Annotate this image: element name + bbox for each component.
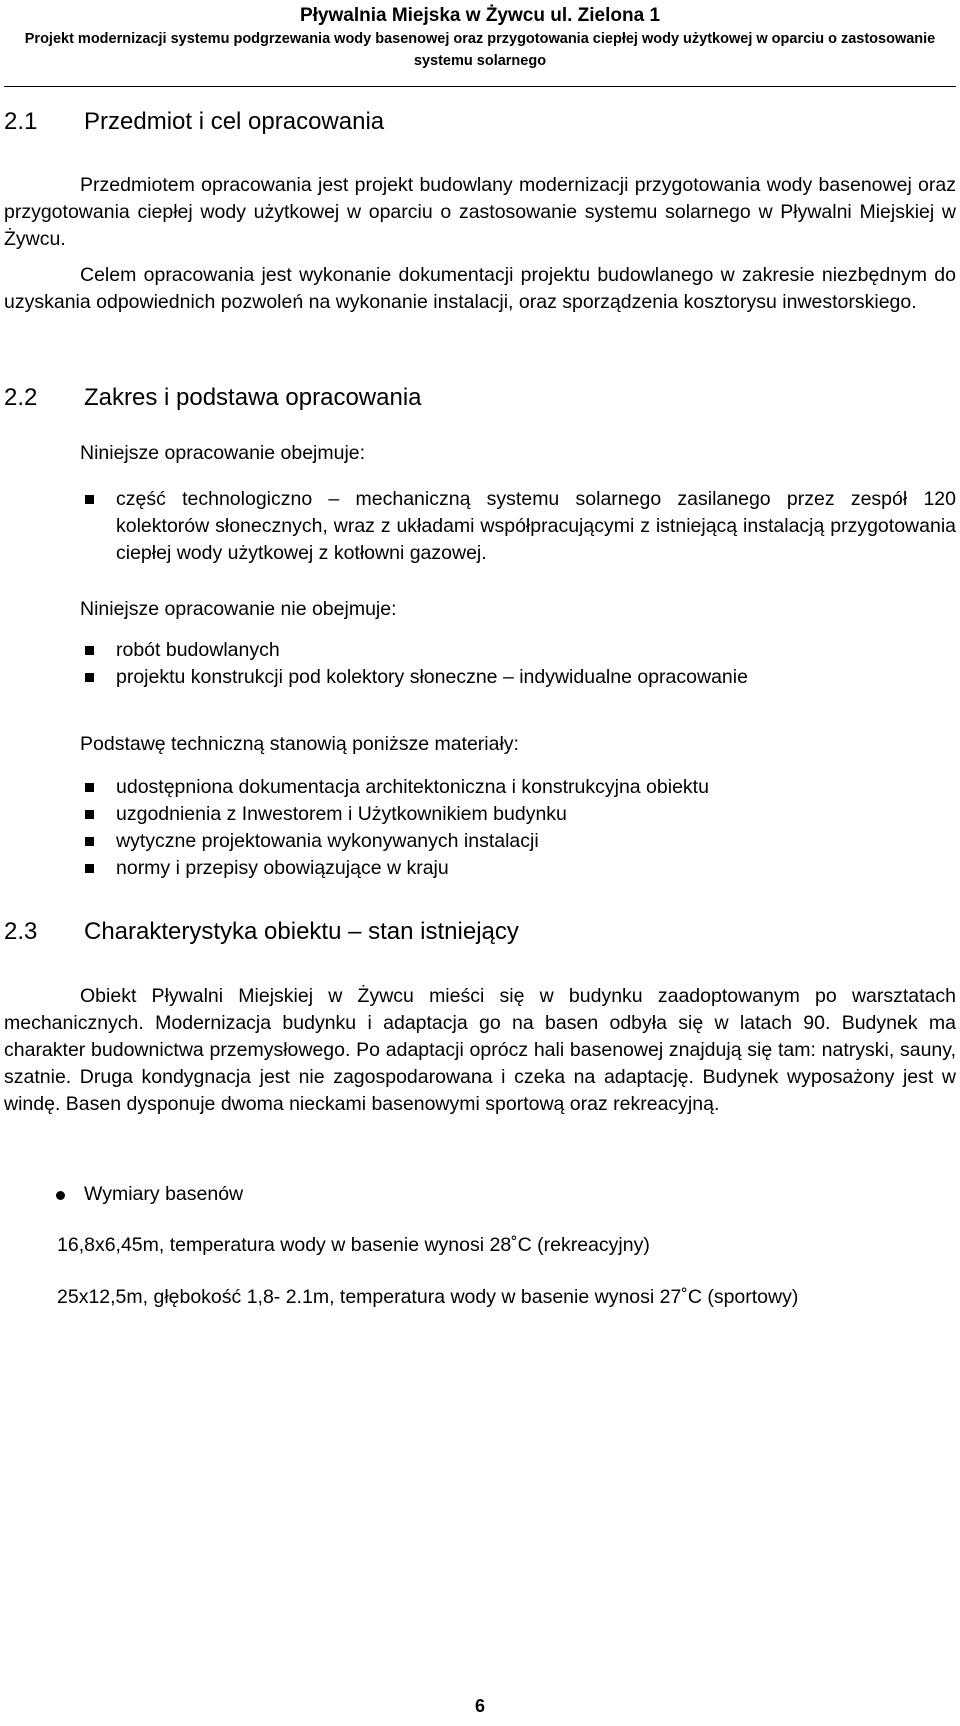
excludes-list [80,637,956,691]
square-bullet-icon [85,783,94,792]
paragraph-subject [4,172,956,253]
list-item: Wymiary basenów [48,1181,748,1208]
includes-lead: Niniejsze opracowanie obejmuje: [80,442,366,464]
page-header [0,4,960,72]
header-title: Pływalnia Miejska w Żywcu ul. Zielona 1 [299,5,661,26]
section-title: Zakres i podstawa opracowania [84,384,422,411]
section-number: 2.2 [4,384,38,411]
header-subtitle: Projekt modernizacji systemu podgrzewania wody basenowej oraz przygotowania ciepłej wody użytkowej w oparciu o zastosowanie [24,31,936,47]
section-title: Charakterystyka obiektu – stan istniejący [84,918,519,945]
paragraph-purpose [4,262,956,316]
basis-list [80,774,956,882]
header-divider [4,86,956,87]
section-heading-2-2 [4,384,422,412]
includes-list [80,486,956,567]
section-heading-2-1 [4,108,384,136]
list-item: udostępniona dokumentacja architektoniczna i konstrukcyjna obiektu [80,774,956,801]
square-bullet-icon [85,495,94,504]
list-item: projektu konstrukcji pod kolektory słoneczne – indywidualne opracowanie [80,664,956,691]
pool-sports: 25x12,5m, głębokość 1,8- 2.1m, temperatura wody w basenie wynosi 27˚C (sportowy) [57,1286,799,1308]
square-bullet-icon [85,810,94,819]
square-bullet-icon [85,673,94,682]
page-number: 6 [474,1696,485,1716]
paragraph-building [4,983,956,1118]
paragraph-text: Celem opracowania jest wykonanie dokumentacji projektu budowlanego w zakresie niezbędnym do uzyskania odpowiednich pozwoleń na wykonanie instalacji, oraz sporządzenia kosztorysu inwestorskiego. [4,264,956,313]
header-subtitle-cont: systemu solarnego [413,53,547,69]
square-bullet-icon [85,646,94,655]
list-item: wytyczne projektowania wykonywanych instalacji [80,828,956,855]
pools-list [48,1181,748,1208]
list-item: normy i przepisy obowiązujące w kraju [80,855,956,882]
round-bullet-icon [56,1191,65,1200]
basis-lead: Podstawę techniczną stanowią poniższe materiały: [80,733,519,755]
pool-recreational: 16,8x6,45m, temperatura wody w basenie wynosi 28˚C (rekreacyjny) [57,1234,650,1256]
list-item: część technologiczno – mechaniczną systemu solarnego zasilanego przez zespół 120 kolektorów słonecznych, wraz z układami współpracującymi z istniejącą instalacją przygotowania ciepłej wody użytkowej z kotłowni gazowej. [80,486,956,567]
list-item: uzgodnienia z Inwestorem i Użytkownikiem budynku [80,801,956,828]
section-title: Przedmiot i cel opracowania [84,108,385,135]
excludes-lead: Niniejsze opracowanie nie obejmuje: [80,598,397,620]
paragraph-text: Obiekt Pływalni Miejskiej w Żywcu mieści się w budynku zaadoptowanym po warsztatach mechanicznych. Modernizacja budynku i adaptacja go na basen odbyła się w latach 90. Budynek ma charakter budownictwa przemysłowego. Po adaptacji oprócz hali basenowej znajdują się tam: natryski, sauny, szatnie. Druga kondygnacja jest nie zagospodarowana i czeka na adaptację. Budynek wyposażony jest w windę. Basen dysponuje dwoma nieckami basenowymi sportową oraz rekreacyjną. [4,985,956,1115]
section-number: 2.1 [4,108,38,135]
section-heading-2-3 [4,918,519,946]
square-bullet-icon [85,864,94,873]
square-bullet-icon [85,837,94,846]
paragraph-text: Przedmiotem opracowania jest projekt budowlany modernizacji przygotowania wody basenowej oraz przygotowania ciepłej wody użytkowej w oparciu o zastosowanie systemu solarnego w Pływalni Miejskiej w Żywcu. [4,174,956,250]
list-item: robót budowlanych [80,637,956,664]
section-number: 2.3 [4,918,38,945]
